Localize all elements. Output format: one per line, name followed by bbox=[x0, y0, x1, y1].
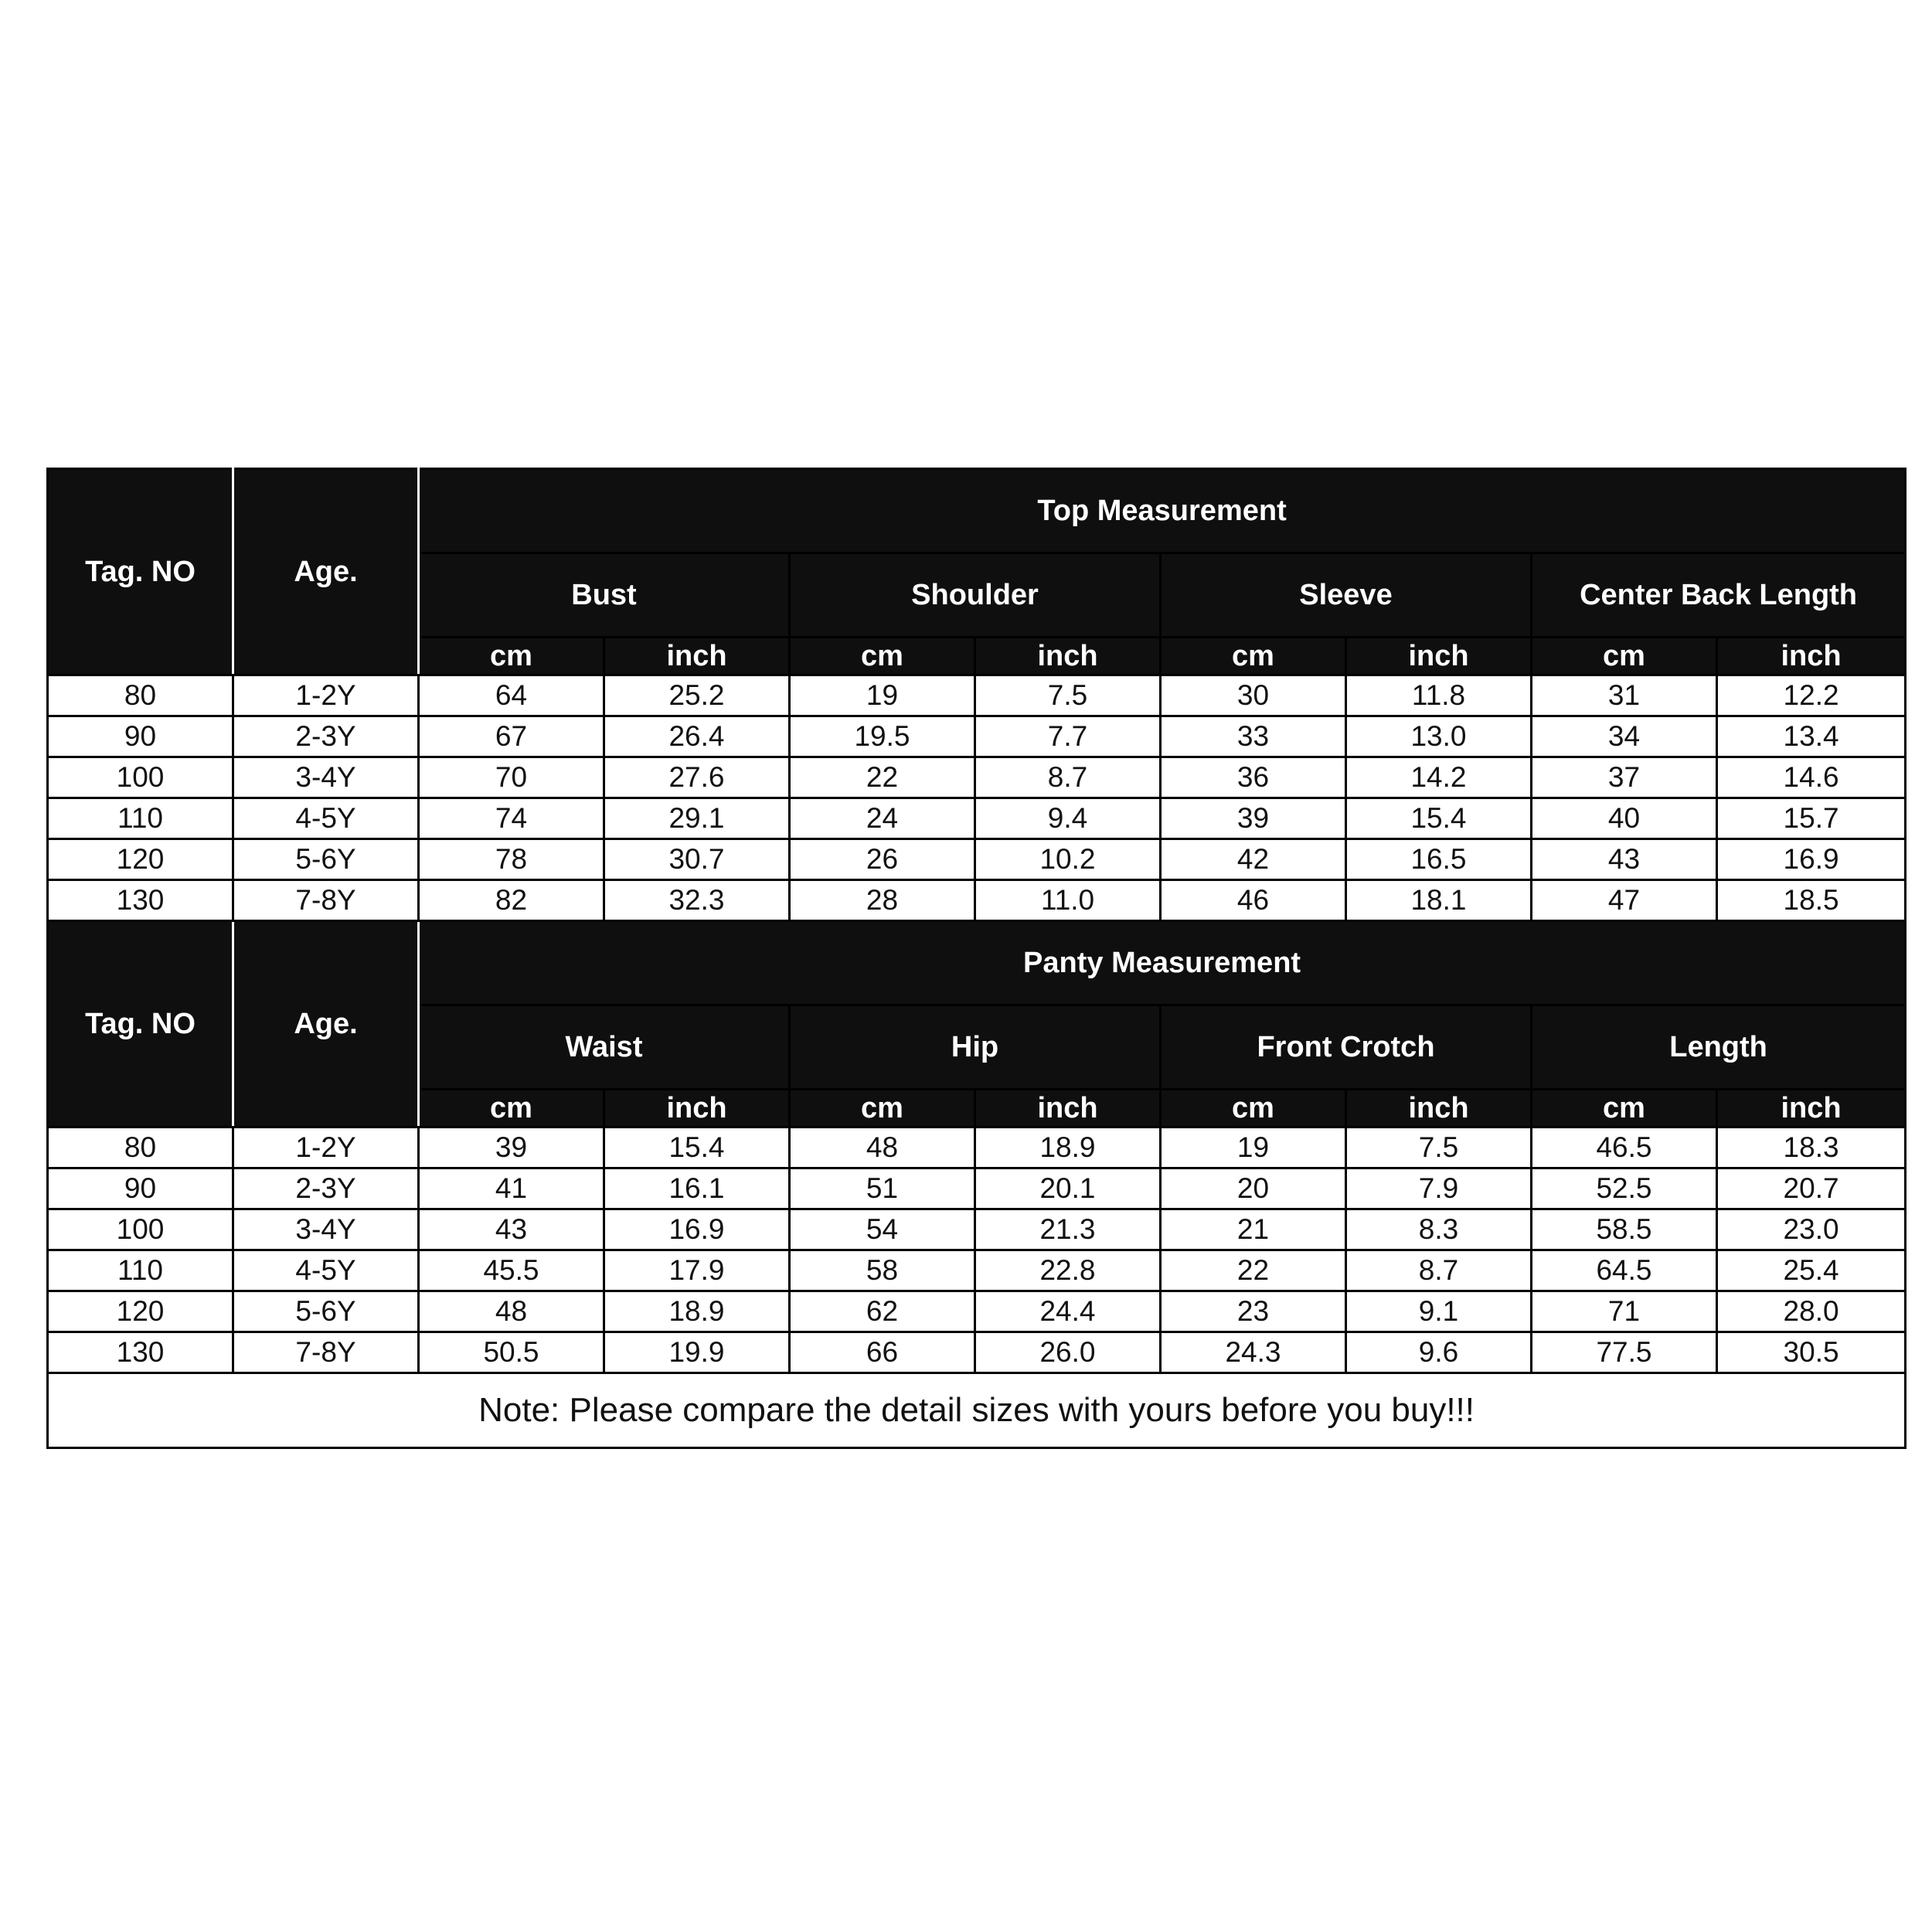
table-row bbox=[48, 1128, 1906, 1168]
table-cell: 14.6 bbox=[1717, 757, 1906, 798]
table-cell: 43 bbox=[419, 1209, 604, 1250]
table-row bbox=[48, 798, 1906, 839]
table-cell: 18.3 bbox=[1717, 1128, 1906, 1168]
table-cell: 66 bbox=[790, 1332, 975, 1373]
table-cell: 51 bbox=[790, 1168, 975, 1209]
table-cell: 41 bbox=[419, 1168, 604, 1209]
table-row bbox=[48, 1291, 1906, 1332]
table-cell: 13.4 bbox=[1717, 716, 1906, 757]
panty-group-header: Length bbox=[1532, 1005, 1906, 1090]
panty-tag-header: Tag. NO bbox=[48, 921, 233, 1128]
table-cell: 90 bbox=[48, 716, 233, 757]
table-row bbox=[48, 675, 1906, 716]
size-chart-table bbox=[46, 468, 1906, 1449]
table-cell: 78 bbox=[419, 839, 604, 880]
panty-group-header: Waist bbox=[419, 1005, 790, 1090]
table-cell: 82 bbox=[419, 880, 604, 921]
table-cell: 110 bbox=[48, 1250, 233, 1291]
table-row bbox=[48, 1209, 1906, 1250]
table-cell: 10.2 bbox=[975, 839, 1161, 880]
table-cell: 11.0 bbox=[975, 880, 1161, 921]
table-cell: 130 bbox=[48, 1332, 233, 1373]
table-cell: 48 bbox=[419, 1291, 604, 1332]
table-cell: 64.5 bbox=[1532, 1250, 1717, 1291]
table-cell: 26.0 bbox=[975, 1332, 1161, 1373]
table-cell: 16.9 bbox=[1717, 839, 1906, 880]
table-cell: 39 bbox=[419, 1128, 604, 1168]
table-cell: 21.3 bbox=[975, 1209, 1161, 1250]
top-age-header: Age. bbox=[233, 469, 419, 675]
panty-unit-header: cm bbox=[1161, 1090, 1346, 1128]
table-cell: 46.5 bbox=[1532, 1128, 1717, 1168]
table-cell: 18.5 bbox=[1717, 880, 1906, 921]
table-cell: 90 bbox=[48, 1168, 233, 1209]
table-cell: 26.4 bbox=[604, 716, 790, 757]
table-cell: 30.7 bbox=[604, 839, 790, 880]
note-row bbox=[48, 1373, 1906, 1448]
table-cell: 9.4 bbox=[975, 798, 1161, 839]
table-cell: 33 bbox=[1161, 716, 1346, 757]
table-cell: 120 bbox=[48, 839, 233, 880]
table-cell: 15.7 bbox=[1717, 798, 1906, 839]
table-cell: 67 bbox=[419, 716, 604, 757]
table-cell: 16.9 bbox=[604, 1209, 790, 1250]
table-cell: 22 bbox=[790, 757, 975, 798]
table-cell: 3-4Y bbox=[233, 757, 419, 798]
panty-unit-header: inch bbox=[604, 1090, 790, 1128]
table-cell: 3-4Y bbox=[233, 1209, 419, 1250]
table-cell: 42 bbox=[1161, 839, 1346, 880]
panty-group-header: Hip bbox=[790, 1005, 1161, 1090]
table-cell: 14.2 bbox=[1346, 757, 1532, 798]
table-cell: 22 bbox=[1161, 1250, 1346, 1291]
table-cell: 15.4 bbox=[1346, 798, 1532, 839]
table-cell: 20.1 bbox=[975, 1168, 1161, 1209]
table-cell: 21 bbox=[1161, 1209, 1346, 1250]
table-cell: 4-5Y bbox=[233, 798, 419, 839]
top-unit-header: cm bbox=[790, 638, 975, 675]
panty-unit-header: cm bbox=[419, 1090, 604, 1128]
table-cell: 54 bbox=[790, 1209, 975, 1250]
table-cell: 31 bbox=[1532, 675, 1717, 716]
table-cell: 7.9 bbox=[1346, 1168, 1532, 1209]
table-row bbox=[48, 1250, 1906, 1291]
table-cell: 30 bbox=[1161, 675, 1346, 716]
table-cell: 27.6 bbox=[604, 757, 790, 798]
table-cell: 22.8 bbox=[975, 1250, 1161, 1291]
table-cell: 9.1 bbox=[1346, 1291, 1532, 1332]
top-unit-header: inch bbox=[975, 638, 1161, 675]
table-cell: 23 bbox=[1161, 1291, 1346, 1332]
table-cell: 30.5 bbox=[1717, 1332, 1906, 1373]
table-cell: 7.7 bbox=[975, 716, 1161, 757]
table-cell: 26 bbox=[790, 839, 975, 880]
table-cell: 25.4 bbox=[1717, 1250, 1906, 1291]
note-text: Note: Please compare the detail sizes with yours before you buy!!! bbox=[48, 1373, 1906, 1448]
table-cell: 29.1 bbox=[604, 798, 790, 839]
table-cell: 50.5 bbox=[419, 1332, 604, 1373]
top-unit-header: cm bbox=[1532, 638, 1717, 675]
table-cell: 28 bbox=[790, 880, 975, 921]
table-cell: 20.7 bbox=[1717, 1168, 1906, 1209]
table-cell: 9.6 bbox=[1346, 1332, 1532, 1373]
table-cell: 58.5 bbox=[1532, 1209, 1717, 1250]
table-cell: 34 bbox=[1532, 716, 1717, 757]
table-cell: 43 bbox=[1532, 839, 1717, 880]
top-unit-header: inch bbox=[1717, 638, 1906, 675]
table-cell: 15.4 bbox=[604, 1128, 790, 1168]
table-cell: 36 bbox=[1161, 757, 1346, 798]
table-cell: 100 bbox=[48, 757, 233, 798]
table-cell: 24.4 bbox=[975, 1291, 1161, 1332]
panty-unit-header: inch bbox=[1717, 1090, 1906, 1128]
table-cell: 28.0 bbox=[1717, 1291, 1906, 1332]
top-group-header: Sleeve bbox=[1161, 553, 1532, 638]
panty-unit-header: inch bbox=[975, 1090, 1161, 1128]
top-unit-header: inch bbox=[1346, 638, 1532, 675]
panty-age-header: Age. bbox=[233, 921, 419, 1128]
table-row bbox=[48, 1168, 1906, 1209]
table-cell: 16.5 bbox=[1346, 839, 1532, 880]
table-cell: 40 bbox=[1532, 798, 1717, 839]
table-cell: 18.9 bbox=[604, 1291, 790, 1332]
top-group-header: Center Back Length bbox=[1532, 553, 1906, 638]
table-cell: 47 bbox=[1532, 880, 1717, 921]
table-cell: 19 bbox=[1161, 1128, 1346, 1168]
table-cell: 24.3 bbox=[1161, 1332, 1346, 1373]
table-cell: 18.1 bbox=[1346, 880, 1532, 921]
table-cell: 8.7 bbox=[975, 757, 1161, 798]
table-row bbox=[48, 716, 1906, 757]
panty-section-title: Panty Measurement bbox=[419, 921, 1906, 1005]
table-cell: 23.0 bbox=[1717, 1209, 1906, 1250]
table-cell: 39 bbox=[1161, 798, 1346, 839]
table-row bbox=[48, 839, 1906, 880]
top-section-title: Top Measurement bbox=[419, 469, 1906, 553]
table-cell: 120 bbox=[48, 1291, 233, 1332]
size-chart-body bbox=[48, 469, 1906, 1448]
top-unit-header: cm bbox=[419, 638, 604, 675]
table-cell: 71 bbox=[1532, 1291, 1717, 1332]
table-cell: 16.1 bbox=[604, 1168, 790, 1209]
table-cell: 2-3Y bbox=[233, 716, 419, 757]
table-cell: 13.0 bbox=[1346, 716, 1532, 757]
table-cell: 4-5Y bbox=[233, 1250, 419, 1291]
table-cell: 19.9 bbox=[604, 1332, 790, 1373]
table-cell: 52.5 bbox=[1532, 1168, 1717, 1209]
table-cell: 8.3 bbox=[1346, 1209, 1532, 1250]
table-cell: 20 bbox=[1161, 1168, 1346, 1209]
table-cell: 37 bbox=[1532, 757, 1717, 798]
table-cell: 19 bbox=[790, 675, 975, 716]
table-cell: 110 bbox=[48, 798, 233, 839]
table-cell: 7.5 bbox=[1346, 1128, 1532, 1168]
table-cell: 18.9 bbox=[975, 1128, 1161, 1168]
table-cell: 11.8 bbox=[1346, 675, 1532, 716]
table-row bbox=[48, 880, 1906, 921]
table-cell: 46 bbox=[1161, 880, 1346, 921]
table-cell: 24 bbox=[790, 798, 975, 839]
top-header-title-row bbox=[48, 469, 1906, 553]
table-cell: 100 bbox=[48, 1209, 233, 1250]
table-cell: 70 bbox=[419, 757, 604, 798]
table-cell: 8.7 bbox=[1346, 1250, 1532, 1291]
table-cell: 1-2Y bbox=[233, 675, 419, 716]
table-cell: 7-8Y bbox=[233, 1332, 419, 1373]
table-cell: 45.5 bbox=[419, 1250, 604, 1291]
table-cell: 74 bbox=[419, 798, 604, 839]
table-row bbox=[48, 1332, 1906, 1373]
table-cell: 32.3 bbox=[604, 880, 790, 921]
table-cell: 58 bbox=[790, 1250, 975, 1291]
table-cell: 80 bbox=[48, 1128, 233, 1168]
table-cell: 130 bbox=[48, 880, 233, 921]
table-cell: 12.2 bbox=[1717, 675, 1906, 716]
top-group-header: Bust bbox=[419, 553, 790, 638]
panty-unit-header: inch bbox=[1346, 1090, 1532, 1128]
top-unit-header: cm bbox=[1161, 638, 1346, 675]
table-cell: 25.2 bbox=[604, 675, 790, 716]
table-cell: 77.5 bbox=[1532, 1332, 1717, 1373]
table-cell: 64 bbox=[419, 675, 604, 716]
table-cell: 1-2Y bbox=[233, 1128, 419, 1168]
table-cell: 2-3Y bbox=[233, 1168, 419, 1209]
table-cell: 62 bbox=[790, 1291, 975, 1332]
top-unit-header: inch bbox=[604, 638, 790, 675]
top-tag-header: Tag. NO bbox=[48, 469, 233, 675]
panty-header-title-row bbox=[48, 921, 1906, 1005]
table-row bbox=[48, 757, 1906, 798]
panty-group-header: Front Crotch bbox=[1161, 1005, 1532, 1090]
table-cell: 17.9 bbox=[604, 1250, 790, 1291]
top-group-header: Shoulder bbox=[790, 553, 1161, 638]
table-cell: 7.5 bbox=[975, 675, 1161, 716]
table-cell: 19.5 bbox=[790, 716, 975, 757]
table-cell: 48 bbox=[790, 1128, 975, 1168]
table-cell: 80 bbox=[48, 675, 233, 716]
table-cell: 5-6Y bbox=[233, 1291, 419, 1332]
panty-unit-header: cm bbox=[790, 1090, 975, 1128]
table-cell: 7-8Y bbox=[233, 880, 419, 921]
panty-unit-header: cm bbox=[1532, 1090, 1717, 1128]
table-cell: 5-6Y bbox=[233, 839, 419, 880]
